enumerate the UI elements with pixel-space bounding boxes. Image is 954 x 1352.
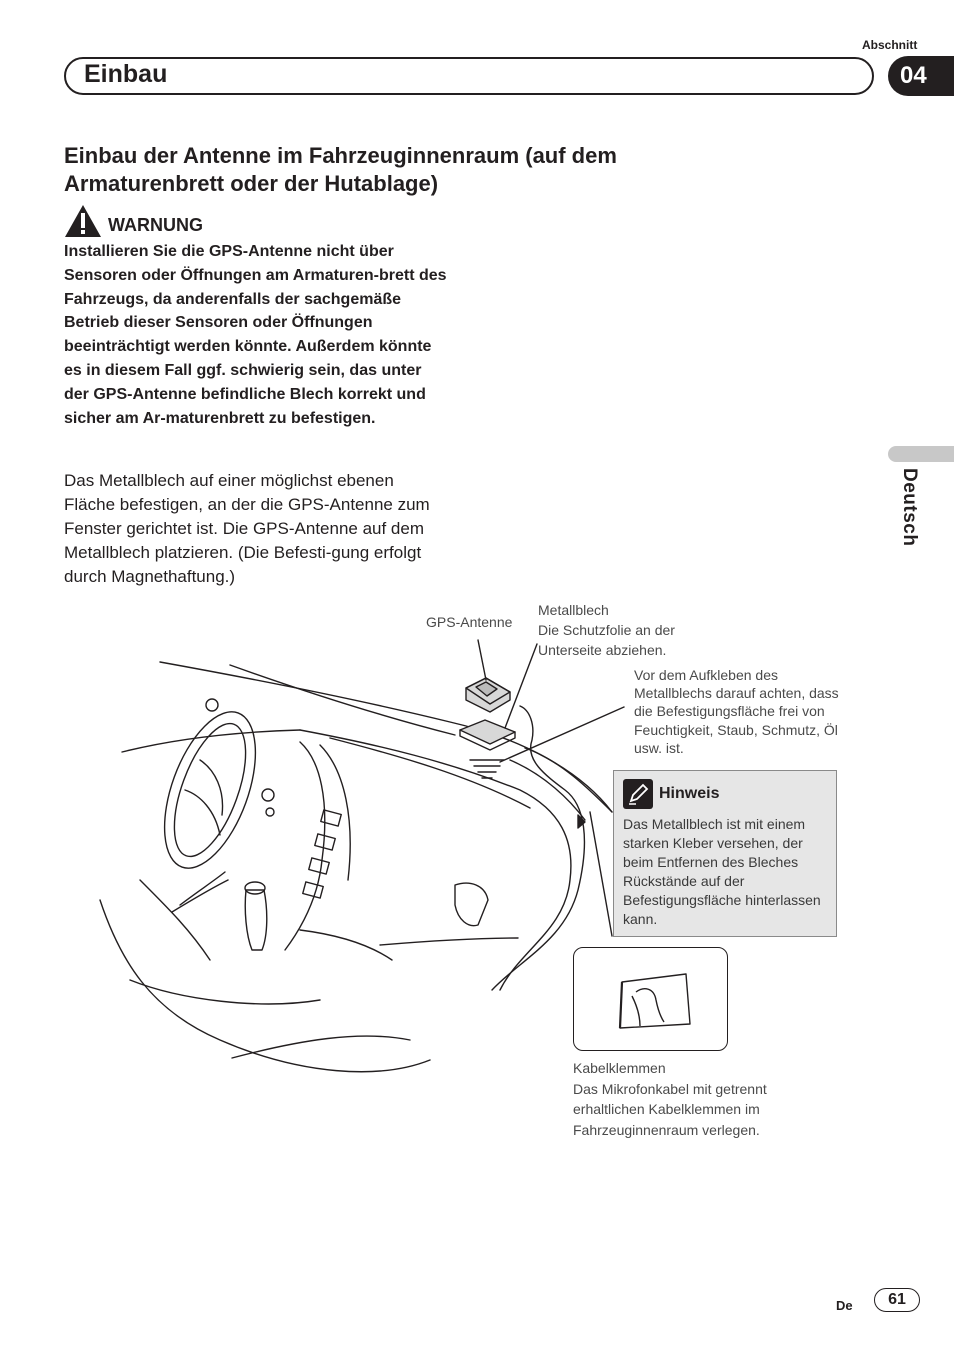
label-metallblech-title: Metallblech	[538, 602, 609, 618]
label-gps-antenne: GPS-Antenne	[426, 614, 513, 630]
footer-language-code: De	[836, 1298, 853, 1313]
note-header	[623, 779, 830, 809]
page-heading: Einbau der Antenne im Fahrzeuginnenraum (auf dem Armaturenbrett oder der Hutablage)	[64, 143, 617, 196]
section-number-tab: 04	[888, 56, 954, 96]
page-number: 61	[874, 1288, 920, 1312]
body-paragraph: Das Metallblech auf einer möglichst ebenen Fläche befestigen, an der die GPS-Antenne zum Fenster gerichtet ist. Die GPS-Antenne auf dem Metallblech platzieren. (Die Befesti-gung erfolgt durch Magnethaftung.)	[64, 471, 430, 586]
cable-clamp-icon	[574, 948, 726, 1048]
pencil-note-icon	[623, 779, 653, 809]
note-text: Das Metallblech ist mit einem starken Kleber versehen, der beim Entfernen des Bleches Rückstände auf der Befestigungsfläche hinterlassen kann.	[623, 816, 821, 927]
section-title: Einbau	[84, 60, 168, 88]
note-title: Hinweis	[659, 785, 720, 802]
label-kabelklemmen-instruction: Das Mikrofonkabel mit getrennt erhaltlichen Kabelklemmen im Fahrzeuginnenraum verlegen.	[573, 1080, 767, 1138]
language-label: Deutsch	[899, 468, 920, 547]
label-kabelklemmen	[573, 1058, 813, 1140]
label-surface-check: Vor dem Aufkleben des Metallblechs darauf achten, dass die Befestigungsfläche frei von Feuchtigkeit, Staub, Schmutz, Öl usw. ist.	[634, 667, 839, 756]
section-caption: Abschnitt	[862, 38, 918, 52]
warning-text: Installieren Sie die GPS-Antenne nicht über Sensoren oder Öffnungen am Armaturen-brett des Fahrzeugs, da anderenfalls der sachgemäße Betrieb dieser Sensoren oder Öffnungen beeinträchtigt werden könnte. Außerdem könnte es in diesem Fall ggf. schwierig sein, das unter der GPS-Antenne befindliche Blech korrekt und sicher am Ar-maturenbrett zu befestigen.	[64, 243, 447, 427]
label-metallblech	[538, 600, 728, 660]
label-kabelklemmen-title: Kabelklemmen	[573, 1060, 666, 1076]
label-metallblech-instruction: Die Schutzfolie an der Unterseite abziehen.	[538, 622, 675, 658]
cable-clamp-figure	[573, 947, 728, 1051]
note-box	[613, 770, 837, 937]
warning-label: WARNUNG	[108, 214, 203, 235]
